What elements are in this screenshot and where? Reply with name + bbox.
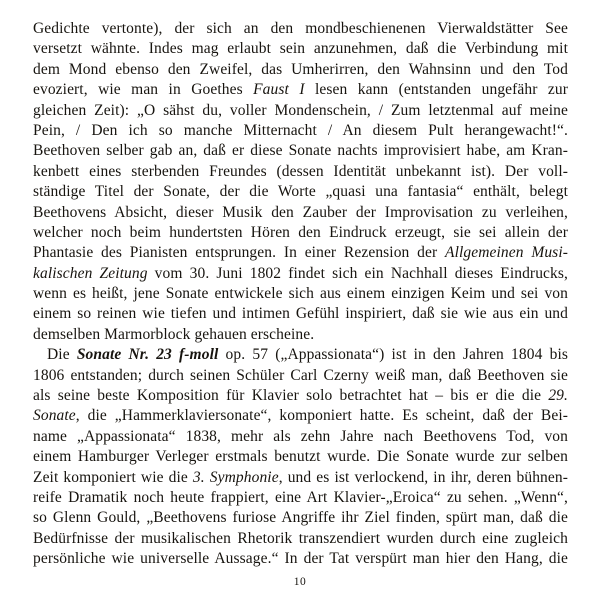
text-run: vom 30. Juni 1802 findet sich ein Nachhall dieses Eindrucks,	[147, 264, 568, 282]
text-line	[33, 60, 568, 80]
italic-text-run: 3. Symphonie	[192, 468, 279, 486]
bold-italic-text-run: Sonate Nr. 23 f-moll	[76, 346, 219, 364]
text-run: Pein, / Den ich so manche Mitternacht / An diesem Pult herangewacht!“.	[33, 121, 568, 139]
text-run: Zeit komponiert wie die	[33, 468, 193, 486]
text-line	[33, 345, 568, 365]
text-run: Phantasie des Pianisten entsprungen. In einer Rezension der	[33, 244, 445, 262]
text-run: name „Appassionata“ 1838, mehr als zehn Jahre nach Beethovens Tod, von	[33, 427, 568, 445]
text-line	[33, 468, 568, 488]
text-line	[33, 182, 568, 202]
italic-text-run: Allgemeinen Musi-	[445, 244, 568, 262]
text-line	[33, 508, 568, 528]
text-run: 1806 entstanden; durch seinen Schüler Carl Czerny weiß man, daß Beethoven sie	[33, 366, 568, 384]
text-run: demselben Marmorblock gehauen erscheine.	[33, 325, 315, 343]
text-run: einem so reinen wie tiefen und intimen Gefühl inspiriert, daß sie wie aus ein und	[33, 305, 568, 323]
text-run: Beethoven selber gab an, daß er diese Sonate nachts improvisiert habe, am Kran-	[33, 142, 568, 160]
text-line	[33, 162, 568, 182]
italic-text-run: kalischen Zeitung	[33, 264, 148, 282]
text-run: , und es ist verlockend, in ihr, deren bühnen-	[278, 468, 568, 486]
text-line	[33, 529, 568, 549]
text-line	[33, 304, 568, 324]
text-line	[33, 406, 568, 426]
text-line	[33, 101, 568, 121]
text-run: lesen kann (entstanden ungefähr zur	[304, 81, 568, 99]
text-block	[33, 19, 568, 570]
text-line	[33, 264, 568, 284]
text-line	[33, 39, 568, 59]
text-run: Bedürfnisse der musikalischen Rhetorik transzendiert wurden durch eine zugleich	[33, 529, 568, 547]
text-run: Gedichte vertonte), der sich an den mondbeschienenen Vierwaldstätter See	[33, 20, 568, 37]
text-line	[33, 549, 568, 569]
text-line	[33, 121, 568, 141]
text-line	[33, 386, 568, 406]
italic-text-run: Faust I	[253, 81, 305, 99]
text-run: kenbett eines sterbenden Freundes (dessen Identität unbekannt ist). Der voll-	[33, 162, 568, 180]
page-number: 10	[293, 576, 307, 588]
text-run: versetzt wähnte. Indes mag erlaubt sein anzunehmen, daß die Verbindung mit	[33, 40, 568, 58]
text-line	[33, 223, 568, 243]
text-run: wenn es heißt, jene Sonate entwickele sich aus einem einzigen Keim und sei von	[33, 285, 568, 303]
text-line	[33, 447, 568, 467]
text-line	[33, 325, 568, 345]
text-run: op. 57 („Appassionata“) ist in den Jahren 1804 bis	[218, 346, 568, 364]
text-line	[33, 427, 568, 447]
text-line	[33, 141, 568, 161]
text-run: als seine beste Komposition für Klavier solo betrachtet hat – bis er die die	[33, 387, 549, 405]
text-line	[33, 243, 568, 263]
text-run: reife Dramatik noch heute frappiert, eine Art Klavier-„Eroica“ zu sehen. „Wenn“,	[33, 488, 568, 506]
text-run: ständige Titel der Sonate, der die Worte „quasi una fantasia“ enthält, belegt	[33, 183, 568, 201]
text-line	[33, 488, 568, 508]
text-run: gleichen Zeit): „O sähst du, voller Mondenschein, / Zum letztenmal auf meine	[33, 101, 568, 119]
text-run: so Glenn Gould, „Beethovens furiose Angriffe ihr Ziel finden, spürt man, daß die	[33, 509, 568, 527]
text-run: Beethovens Absicht, dieser Musik den Zauber der Improvisation zu verleihen,	[33, 203, 568, 221]
text-run: , die „Hammerklaviersonate“, komponiert hatte. Es scheint, daß der Bei-	[75, 407, 568, 425]
text-line	[33, 284, 568, 304]
text-run: einem Hamburger Verleger erstmals benutzt wurde. Die Sonate wurde zur selben	[33, 448, 568, 466]
text-line	[33, 366, 568, 386]
text-run: welcher noch beim hundertsten Hören den Eindruck erzeugt, sie sei allein der	[33, 223, 568, 241]
italic-text-run: 29.	[548, 387, 568, 405]
text-line	[33, 80, 568, 100]
text-run: evoziert, wie man in Goethes	[33, 81, 254, 99]
text-line	[33, 19, 568, 39]
text-run: dem Mond ebenso den Zweifel, das Umherirren, den Wahnsinn und den Tod	[33, 60, 568, 78]
text-run: Die	[47, 346, 77, 364]
text-line	[33, 203, 568, 223]
italic-text-run: Sonate	[33, 407, 76, 425]
text-run: persönliche wie universelle Aussage.“ In der Tat verspürt man hier den Hang, die	[33, 550, 568, 568]
